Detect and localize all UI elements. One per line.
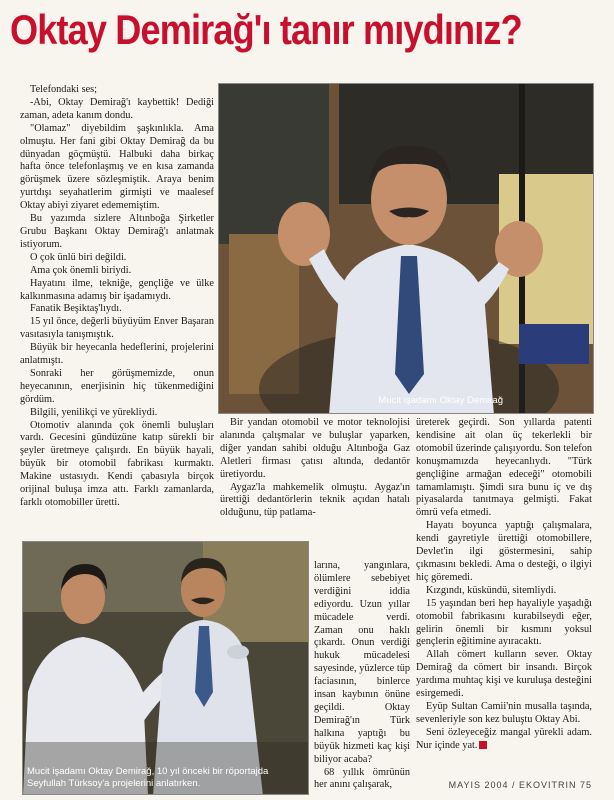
portrait-photo-illustration — [219, 84, 594, 414]
paragraph: Bir yandan otomobil ve motor teknolojisi alanında çalışmalar ve buluşlar yaparken, diğer yandan sahibi olduğu Altınboğa Gaz Aletleri firması çatısı altında, dedantör üretiyordu. — [220, 417, 410, 480]
article-column-3 — [416, 417, 592, 753]
paragraph: Sonraki her görüşmemizde, onun heyecanının, enerjisinin hiç tükenmediğini gördüm. — [20, 367, 214, 405]
closing-line: Seni özleyeceğiz mangal yürekli adam. Nur içinde yat. — [416, 726, 592, 751]
article-column-2-narrow — [314, 560, 410, 792]
paragraph: Eyüp Sultan Camii'nin musalla taşında, sevenleriyle son kez buluştu Oktay Abi. — [416, 700, 592, 725]
paragraph: Aygaz'la mahkemelik olmuştu. Aygaz'ın ürettiği dedantörlerin teknik açıdan hatalı olduğunu, tüp patlama- — [220, 481, 410, 519]
paragraph: Büyük bir heyecanla hedeflerini, projelerini anlatmıştı. — [20, 342, 214, 367]
paragraph: -Abi, Oktay Demirağ'ı kaybettik! Dediği zaman, adeta kanım dondu. — [20, 96, 214, 121]
portrait-photo — [218, 83, 594, 414]
paragraph: Bilgili, yenilikçi ve yürekliydi. — [30, 406, 158, 418]
headline: Oktay Demirağ'ı tanır mıydınız? — [10, 6, 522, 53]
interview-photo — [22, 541, 309, 795]
paragraph: 15 yıl önce, değerli büyüyüm Enver Başaran vasıtasıyla tanışmıştık. — [20, 316, 214, 341]
photo-caption: Mucit işadamı Oktay Demirağ — [378, 395, 503, 406]
article-column-2 — [220, 417, 410, 520]
paragraph: 15 yaşından beri hep hayaliyle yaşadığı otomobil fabrikasını kurabilseydi eğer, gelirin önemli bir kısmını yoksul gençlerin eğitimine ayıracaktı. — [416, 597, 592, 648]
paragraph: Fanatik Beşiktaş'lıydı. — [30, 303, 122, 315]
paragraph: O çok ünlü biri değildi. — [30, 251, 127, 263]
paragraph: üreterek geçirdi. Son yıllarda patenti kendisine ait olan üç tekerlekli bir otomobil üzerinde çalışıyordu. Son telefon konuşmamızda heyecanlıydı. "Türk gençliğine armağan edeceği" otomobili tamamlamıştı. Şimdi sıra bunu iç ve dış piyasalarda tanıtmaya gelmişti. Fakat ömrü vefa etmedi. — [416, 417, 592, 519]
paragraph: "Olamaz" diyebildim şaşkınlıkla. Ama olmuştu. Her fani gibi Oktay Demirağ da bu dünyadan göçmüştü. Halbuki daha birkaç hafta önce telefonlaşmış ve en kısa zamanda görüşmek üzere sözleşmiştik. Araya benim yurtdışı seyahatlerim girmişti ve maalesef Oktay abiyi ziyaret edememiştim. — [20, 122, 214, 212]
paragraph: Ama çok önemli biriydi. — [30, 264, 132, 276]
photo-caption: Mucit işadamı Oktay Demirağ, 10 yıl önceki bir röportajda Seyfullah Türksoy'a projelerini anlatırken. — [27, 766, 269, 789]
article-column-1 — [20, 84, 214, 510]
end-mark-icon — [479, 741, 487, 749]
paragraph — [416, 727, 592, 753]
paragraph: Kızgındı, küskündü, sitemliydi. — [426, 584, 557, 596]
paragraph: Telefondaki ses; — [30, 84, 98, 95]
paragraph: Bu yazımda sizlere Altınboğa Şirketler Grubu Başkanı Oktay Demirağ'ı anlatmak istiyorum. — [20, 213, 214, 250]
paragraph: Allah cömert kulların sever. Oktay Demirağ da cömert bir insandı. Birçok yardıma muhtaç kişi ve kuruluşa desteğini esirgemedi. — [416, 649, 592, 700]
page-footer: MAYIS 2004 / EKOVITRIN 75 — [448, 780, 592, 790]
paragraph: 68 yıllık ömrünün her anını çalışarak, — [314, 766, 410, 791]
paragraph: Otomotiv alanında çok önemli buluşları vardı. Gecesini gündüzüne katıp sürekli bir şeyler üretmeye çalışırdı. En büyük hayali, büyük bir otomobil fabrikası kurmaktı. Makine ustasıydı. Kendi çabasıyla birçok orijinal buluşa imza attı. Farklı zamanlarda, farklı otomobiller üretti. — [20, 419, 214, 508]
paragraph: larına, yangınlara, ölümlere sebebiyet verdiğini iddia ediyordu. Uzun yıllar mücadele verdi. Zaman onu haklı çıkardı. Onun verdiği hukuk mücadelesi sayesinde, yüzlerce tüp faciasının, binlerce insan kaybının önüne geçildi. Oktay Demirağ'ın Türk halkına yaptığı bu büyük hizmeti kaç kişi biliyor acaba? — [314, 560, 410, 765]
interview-photo-illustration — [23, 542, 309, 795]
paragraph: Hayatı boyunca yaptığı çalışmalara, kendi gayretiyle ürettiği otomobillere, Devlet'in ilgi göstermesini, sahip çıkmasını bekledi. Ama o desteği, o ilgiyi hiç göremedi. — [416, 520, 592, 583]
paragraph: Hayatını ilme, tekniğe, gençliğe ve ülke kalkınmasına adamış bir işadamıydı. — [20, 277, 214, 302]
